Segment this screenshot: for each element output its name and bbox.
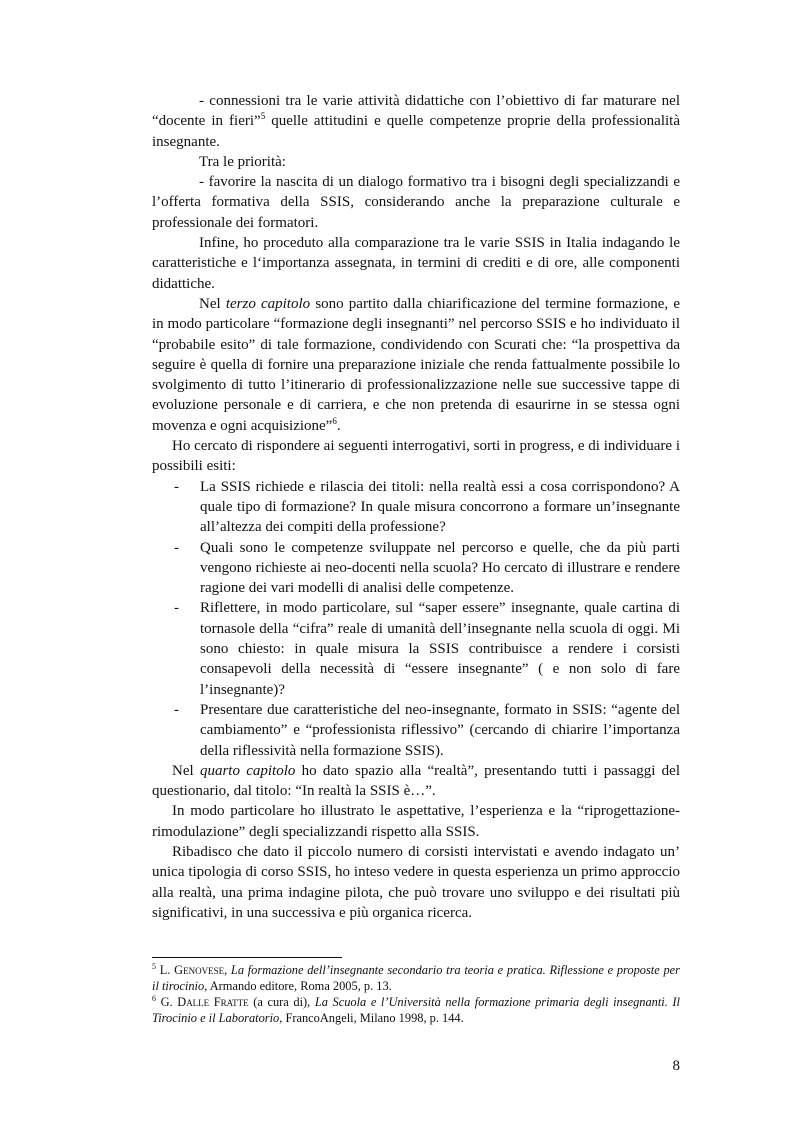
paragraph-dialogo: - favorire la nascita di un dialogo formativo tra i bisogni degli specializzandi e l’offerta formativa della SSIS, considerando anche la preparazione culturale e professionale dei formatori. [152, 174, 680, 231]
question-list [152, 477, 680, 761]
footnote-separator [152, 957, 342, 958]
body-text [152, 91, 680, 923]
page-number: 8 [672, 1058, 680, 1074]
paragraph-ribadisco: Ribadisco che dato il piccolo numero di corsisti intervistati e avendo indagato un’ unica tipologia di corso SSIS, ho inteso vedere in questa esperienza un primo approccio alla realtà, una prima indagine pilota, che può trovare uno sviluppo e dei risultati più significativi, in una successiva e più organica ricerca. [152, 843, 680, 921]
footnote-6: $^6$ G. Dalle Fratte (a cura di), La Scuola e l’Università nella formazione primaria degli insegnanti. Il Tirocinio e il Laboratorio, FrancoAngeli, Milano 1998, p. 144. [152, 994, 680, 1025]
list-item: - Riflettere, in modo particolare, sul “saper essere” insegnante, quale cartina di tornasole della “cifra” reale di umanità dell’insegnante nella scuola di oggi. Mi sono chiesto: in quale misura la SSIS contribuisce a rendere i corsisti consapevoli della necessità di “essere insegnante” ( e non solo di fare l’insegnante)? [174, 600, 680, 698]
footnote-ref-5[interactable]: 5 [260, 111, 266, 122]
footnotes [152, 962, 680, 1026]
list-item: - Presentare due caratteristiche del neo-insegnante, formato in SSIS: “agente del cambiamento” e “professionista riflessivo” (cercando di chiarire l’importanza della riflessività nella formazione SSIS). [174, 701, 680, 759]
footnote-5: $^5$ L. Genovese, La formazione dell’insegnante secondario tra teoria e pratica. Riflessione e proposte per il tirocinio, Armando editore, Roma 2005, p. 13. [152, 962, 680, 993]
paragraph-terzo-capitolo: Nel terzo capitolo sono partito dalla chiarificazione del termine formazione, e in modo particolare “formazione degli insegnanti” nel percorso SSIS e ho individuato il “probabile esito” di tale formazione, condividendo con Scurati che: “la prospettiva da seguire è quella di fornire una preparazione iniziale che renda fattualmente possibile lo svolgimento di tutto l’itinerario di professionalizzazione nelle sue successive tappe di evoluzione personale e di carriera, e che non pretenda di esaurirne in se stessa ogni movenza e ogni acquisizione”$^6$. [152, 295, 680, 434]
paragraph-aspettative: In modo particolare ho illustrato le aspettative, l’esperienza e la “riprogettazione-rimodulazione” degli specializzandi rispetto alla SSIS. [152, 803, 680, 840]
footnote-ref-6[interactable]: 6 [332, 415, 337, 426]
paragraph-comparazione: Infine, ho proceduto alla comparazione tra le varie SSIS in Italia indagando le caratteristiche e l‘importanza assegnata, in termini di crediti e di ore, alle componenti didattiche. [152, 235, 680, 292]
list-item: - Quali sono le competenze sviluppate nel percorso e quelle, che da più parti vengono richieste ai neo-docenti nella scuola? Ho cercato di illustrare e rendere ragione dei vari modelli di analisi delle competenze. [174, 539, 680, 597]
paragraph-interrogativi: Ho cercato di rispondere ai seguenti interrogativi, sorti in progress, e di individuare i possibili esiti: [152, 438, 680, 475]
paragraph-connessioni: - connessioni tra le varie attività didattiche con l’obiettivo di far maturare nel “docente in fieri”$^5$ quelle attitudini e quelle competenze proprie della professionalità insegnante. [152, 93, 680, 150]
paragraph-priorita: Tra le priorità: [199, 153, 286, 170]
paragraph-quarto-capitolo: Nel quarto capitolo ho dato spazio alla “realtà”, presentando tutti i passaggi del questionario, dal titolo: “In realtà la SSIS è…”. [152, 762, 680, 800]
list-item: - La SSIS richiede e rilascia dei titoli: nella realtà essi a cosa corrispondono? A quale tipo di formazione? In quale misura concorrono a formare un’insegnante all’altezza dei compiti della professione? [174, 478, 680, 536]
